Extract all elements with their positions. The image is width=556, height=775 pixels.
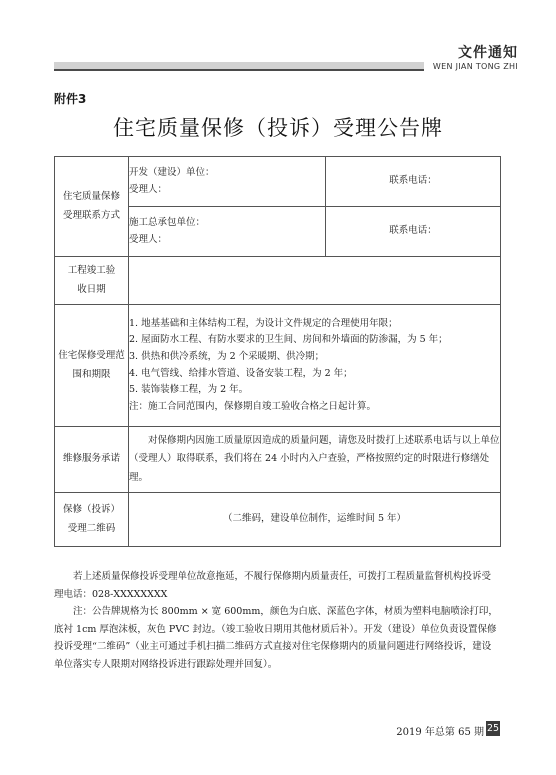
- developer-label: 开发（建设）单位：: [129, 166, 215, 178]
- contractor-label: 施工总承包单位：: [129, 216, 206, 228]
- page-number: 25: [486, 723, 500, 734]
- scope-label: 住宅保修受理范围和期限: [58, 350, 125, 380]
- scope-item: 2. 屋面防水工程、有防水要求的卫生间、房间和外墙面的防渗漏，为 5 年；: [129, 334, 448, 346]
- developer-cell: [129, 157, 326, 207]
- service-cell: [129, 427, 501, 493]
- spec-note-paragraph: 注：公告牌规格为长 800mm × 宽 600mm，颜色为白底、深蓝色字体，材质为塑料电脑喷涂打印，底衬 1cm 厚泡沫板，灰色 PVC 封边。（竣工验收日期用其他材质后补）。开发（建设）单位负责设置保修投诉受理“二维码”（业主可通过手机扫描二维码方式直接对住宅保修期内的质量问题进行网络投诉，建设单位落实专人限期对网络投诉进行跟踪处理并回复）。: [54, 606, 498, 670]
- table-row-completion: [55, 257, 501, 305]
- service-label: 维修服务承诺: [55, 427, 129, 493]
- contractor-person: 受理人：: [129, 233, 168, 245]
- scope-item: 1. 地基基础和主体结构工程，为设计文件规定的合理使用年限；: [129, 317, 398, 329]
- notes-section: [54, 568, 500, 673]
- completion-label-cell: [55, 257, 129, 305]
- table-row-developer: [55, 157, 501, 207]
- column-subtitle: WEN JIAN TONG ZHI: [432, 62, 518, 71]
- contact-label-cell: [55, 157, 129, 257]
- scope-list: [129, 305, 501, 427]
- complaint-paragraph: 若上述质量保修投诉受理单位故意拖延，不履行保修期内质量责任，可拨打工程质量监督机构投诉受理电话：028-XXXXXXXX: [54, 571, 492, 600]
- completion-label: 工程竣工验收日期: [67, 265, 116, 295]
- header-rule-gray: [54, 62, 424, 69]
- contact-label: 住宅质量保修受理联系方式: [62, 191, 120, 221]
- attachment-label: 附件3: [54, 92, 87, 106]
- document-title: 住宅质量保修（投诉）受理公告牌: [113, 116, 443, 140]
- scope-item: 4. 电气管线、给排水管道、设备安装工程，为 2 年；: [129, 367, 353, 379]
- developer-person: 受理人：: [129, 183, 168, 195]
- table-row-qr: [55, 493, 501, 547]
- contractor-phone: 联系电话：: [326, 207, 501, 257]
- scope-label-cell: [55, 305, 129, 427]
- completion-value: [129, 257, 501, 305]
- scope-note: 注：施工合同范围内，保修期自竣工验收合格之日起计算。: [129, 400, 377, 412]
- qr-placeholder: （二维码，建设单位制作，运维时间 5 年）: [129, 493, 501, 547]
- developer-phone: 联系电话：: [326, 157, 501, 207]
- qr-label: 保修（投诉）受理二维码: [63, 504, 121, 534]
- scope-item: 5. 装饰装修工程，为 2 年。: [129, 384, 249, 396]
- publication-issue: 2019 年总第 65 期: [396, 727, 484, 738]
- service-text: 对保修期内因施工质量原因造成的质量问题，请您及时拨打上述联系电话与以上单位（受理人）取得联系，我们将在 24 小时内入户查验，严格按照约定的时限进行修缮处理。: [129, 434, 500, 483]
- column-title: 文件通知: [458, 45, 518, 61]
- notice-board-table: [54, 156, 501, 547]
- table-row-service: [55, 427, 501, 493]
- header-rule-dark: [54, 69, 424, 71]
- contractor-cell: [129, 207, 326, 257]
- table-row-scope: [55, 305, 501, 427]
- scope-item: 3. 供热和供冷系统，为 2 个采暖期、供冷期；: [129, 350, 325, 362]
- qr-label-cell: [55, 493, 129, 547]
